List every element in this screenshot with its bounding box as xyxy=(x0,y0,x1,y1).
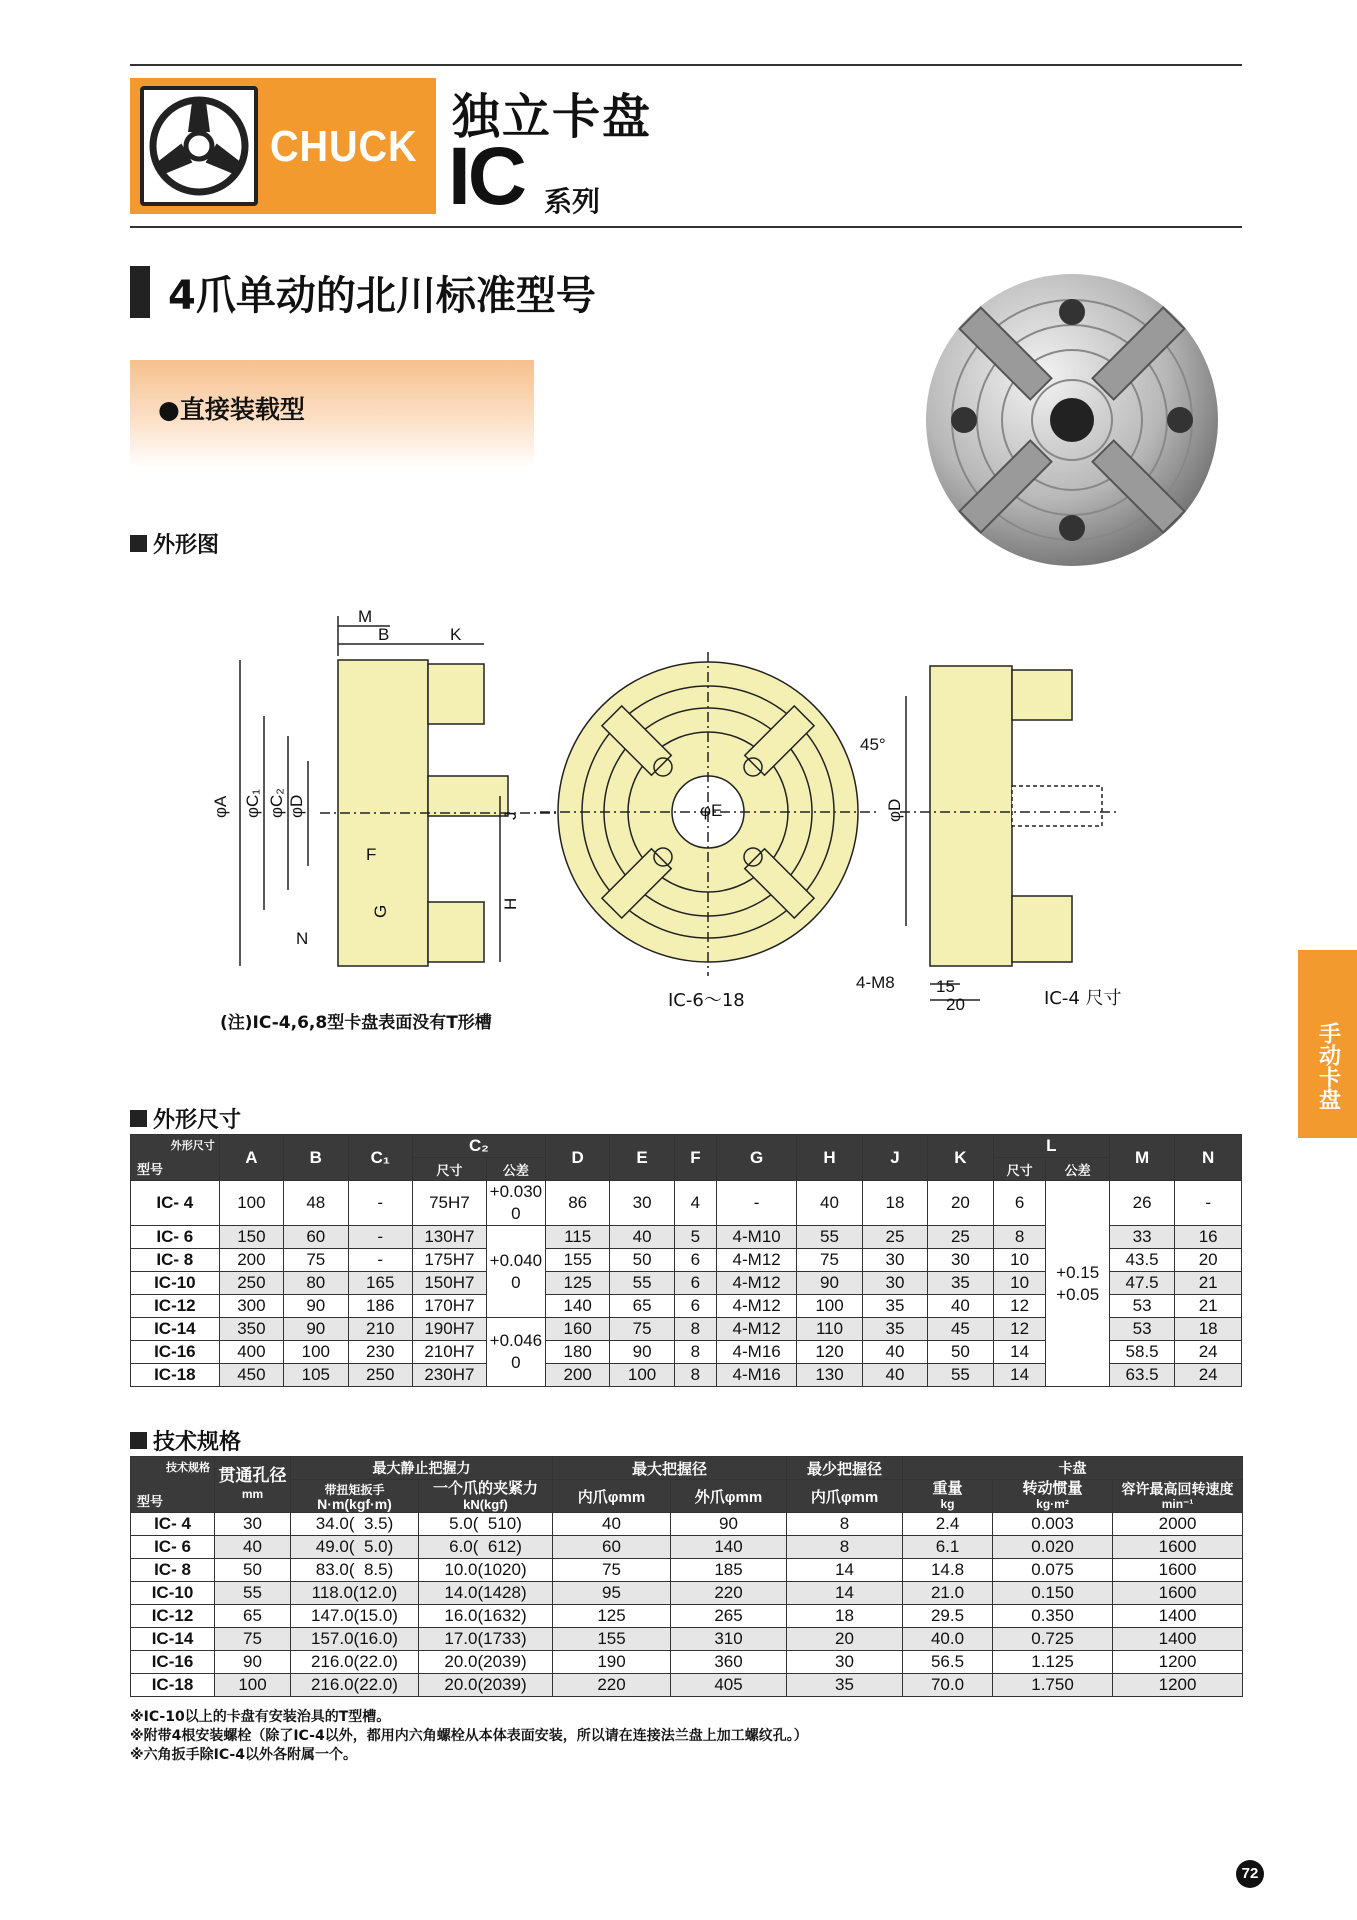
chuck-logo xyxy=(130,78,436,214)
table-cell: 75 xyxy=(797,1249,862,1272)
table-cell: 75 xyxy=(284,1249,348,1272)
table-cell: 16 xyxy=(1175,1226,1242,1249)
label-H: H xyxy=(501,897,520,910)
col-D: D xyxy=(545,1135,609,1181)
table-cell: 25 xyxy=(862,1226,927,1249)
table-cell: 29.5 xyxy=(903,1605,993,1628)
table-cell: 155 xyxy=(545,1249,609,1272)
table-cell: IC- 4 xyxy=(131,1181,220,1226)
table-cell: 90 xyxy=(284,1295,348,1318)
col-inertia: 转动惯量 kg·m² xyxy=(993,1480,1113,1513)
table-row xyxy=(131,1674,1243,1697)
series-suffix: 系列 xyxy=(544,185,601,218)
table-cell: 60 xyxy=(553,1536,671,1559)
table-cell: 2.4 xyxy=(903,1513,993,1536)
label-D: φD xyxy=(287,794,306,818)
table-cell: 1600 xyxy=(1113,1582,1243,1605)
table-cell: 118.0(12.0) xyxy=(291,1582,419,1605)
table-cell: 0.075 xyxy=(993,1559,1113,1582)
table-cell: 20 xyxy=(787,1628,903,1651)
table-cell: 53 xyxy=(1109,1295,1174,1318)
table-cell: 6 xyxy=(993,1181,1046,1226)
table-cell: 34.0( 3.5) xyxy=(291,1513,419,1536)
col-G: G xyxy=(717,1135,797,1181)
label-15: 15 xyxy=(936,977,955,996)
col-F: F xyxy=(674,1135,716,1181)
dim-corner: 外形尺寸 型号 xyxy=(131,1135,220,1181)
label-G: G xyxy=(371,904,390,918)
table-cell: 75 xyxy=(553,1559,671,1582)
table-cell: 55 xyxy=(797,1226,862,1249)
table-cell: 1200 xyxy=(1113,1651,1243,1674)
table-cell: 8 xyxy=(674,1318,716,1341)
table-cell: +0.030 0 xyxy=(486,1181,545,1226)
label-C1: φC₁ xyxy=(243,788,262,818)
table-cell: 230H7 xyxy=(412,1364,486,1387)
table-cell: 405 xyxy=(671,1674,787,1697)
dimensions-table xyxy=(130,1134,1242,1387)
table-cell: 56.5 xyxy=(903,1651,993,1674)
col-min-grip: 最少把握径 xyxy=(787,1457,903,1480)
table-cell: 210 xyxy=(348,1318,412,1341)
table-cell: 75 xyxy=(610,1318,674,1341)
table-cell: +0.040 0 xyxy=(486,1226,545,1318)
label-angle: 45° xyxy=(860,735,886,754)
table-cell: 200 xyxy=(545,1364,609,1387)
table-cell: 30 xyxy=(787,1651,903,1674)
table-cell: IC- 6 xyxy=(131,1536,215,1559)
table-cell: 25 xyxy=(928,1226,993,1249)
table-cell: 1.750 xyxy=(993,1674,1113,1697)
table-cell: 40 xyxy=(215,1536,291,1559)
col-speed: 容许最高回转速度 min⁻¹ xyxy=(1113,1480,1243,1513)
table-cell: 300 xyxy=(219,1295,283,1318)
section-outline-drawing: 外形图 xyxy=(130,528,219,559)
table-cell: 4-M16 xyxy=(717,1364,797,1387)
col-J: J xyxy=(862,1135,927,1181)
table-cell: 14 xyxy=(787,1559,903,1582)
table-cell: 86 xyxy=(545,1181,609,1226)
table-cell: 310 xyxy=(671,1628,787,1651)
table-cell: 186 xyxy=(348,1295,412,1318)
col-weight: 重量 kg xyxy=(903,1480,993,1513)
table-cell: 10 xyxy=(993,1272,1046,1295)
table-cell: 155 xyxy=(553,1628,671,1651)
table-cell: 12 xyxy=(993,1295,1046,1318)
table-cell: 70.0 xyxy=(903,1674,993,1697)
table-cell: 10.0(1020) xyxy=(419,1559,553,1582)
table-cell: 14 xyxy=(993,1341,1046,1364)
table-cell: 50 xyxy=(215,1559,291,1582)
table-cell: 16.0(1632) xyxy=(419,1605,553,1628)
table-cell: 190 xyxy=(553,1651,671,1674)
table-cell: 14.0(1428) xyxy=(419,1582,553,1605)
table-cell: 4 xyxy=(674,1181,716,1226)
page-number: 72 xyxy=(1236,1860,1264,1888)
label-E: φE xyxy=(700,801,723,820)
table-cell: 21.0 xyxy=(903,1582,993,1605)
type-box xyxy=(130,360,534,468)
col-inner: 内爪φmm xyxy=(553,1480,671,1513)
table-cell: 6 xyxy=(674,1295,716,1318)
table-cell: 21 xyxy=(1175,1295,1242,1318)
table-cell: 1200 xyxy=(1113,1674,1243,1697)
table-cell: 6.1 xyxy=(903,1536,993,1559)
table-cell: IC-14 xyxy=(131,1318,220,1341)
label-A: φA xyxy=(211,795,230,818)
table-cell: IC-16 xyxy=(131,1341,220,1364)
table-cell: 12 xyxy=(993,1318,1046,1341)
col-chuck: 卡盘 xyxy=(903,1457,1243,1480)
table-cell: 115 xyxy=(545,1226,609,1249)
table-cell: 40 xyxy=(928,1295,993,1318)
table-cell: 35 xyxy=(787,1674,903,1697)
label-D2: φD xyxy=(885,798,904,822)
page-title: 独立卡盘 xyxy=(452,89,653,145)
table-cell: 30 xyxy=(610,1181,674,1226)
table-cell: 5.0( 510) xyxy=(419,1513,553,1536)
table-cell: 47.5 xyxy=(1109,1272,1174,1295)
table-cell: IC-12 xyxy=(131,1605,215,1628)
subtitle-bar xyxy=(130,266,150,318)
top-rule xyxy=(130,64,1242,66)
table-cell: 60 xyxy=(284,1226,348,1249)
label-K: K xyxy=(450,625,462,644)
table-cell: 8 xyxy=(787,1513,903,1536)
table-cell: 90 xyxy=(284,1318,348,1341)
table-cell: 4-M12 xyxy=(717,1272,797,1295)
table-cell: 170H7 xyxy=(412,1295,486,1318)
table-cell: 130 xyxy=(797,1364,862,1387)
table-cell: 18 xyxy=(862,1181,927,1226)
table-cell: 1600 xyxy=(1113,1536,1243,1559)
table-cell: 216.0(22.0) xyxy=(291,1674,419,1697)
table-cell: 160 xyxy=(545,1318,609,1341)
table-cell: 250 xyxy=(219,1272,283,1295)
col-E: E xyxy=(610,1135,674,1181)
table-cell: 35 xyxy=(928,1272,993,1295)
table-cell: 50 xyxy=(928,1341,993,1364)
col-K: K xyxy=(928,1135,993,1181)
series-code: IC xyxy=(448,131,524,222)
table-cell: IC-12 xyxy=(131,1295,220,1318)
table-cell: 33 xyxy=(1109,1226,1174,1249)
table-cell: 0.003 xyxy=(993,1513,1113,1536)
caption-side: IC-4 尺寸 xyxy=(1044,988,1122,1009)
col-bore: 贯通孔径 mm xyxy=(215,1457,291,1513)
table-cell: 48 xyxy=(284,1181,348,1226)
table-cell: +0.15 +0.05 xyxy=(1046,1181,1109,1387)
table-cell: 18 xyxy=(787,1605,903,1628)
table-cell: 8 xyxy=(993,1226,1046,1249)
table-cell: 17.0(1733) xyxy=(419,1628,553,1651)
table-cell: 110 xyxy=(797,1318,862,1341)
table-cell: 40 xyxy=(553,1513,671,1536)
table-cell: 100 xyxy=(797,1295,862,1318)
col-A: A xyxy=(219,1135,283,1181)
table-cell: 265 xyxy=(671,1605,787,1628)
table-cell: 30 xyxy=(215,1513,291,1536)
table-cell: 140 xyxy=(671,1536,787,1559)
table-cell: 20 xyxy=(1175,1249,1242,1272)
col-force: 一个爪的夹紧力 kN(kgf) xyxy=(419,1480,553,1513)
table-cell: IC-18 xyxy=(131,1674,215,1697)
table-cell: 216.0(22.0) xyxy=(291,1651,419,1674)
table-cell: 185 xyxy=(671,1559,787,1582)
table-cell: 150 xyxy=(219,1226,283,1249)
table-cell: 30 xyxy=(928,1249,993,1272)
table-cell: 220 xyxy=(553,1674,671,1697)
side-tab-label: 手动卡盘 xyxy=(1315,1022,1341,1110)
table-cell: 58.5 xyxy=(1109,1341,1174,1364)
chuck-icon xyxy=(140,86,258,206)
table-cell: 24 xyxy=(1175,1364,1242,1387)
table-cell: 14 xyxy=(993,1364,1046,1387)
table-cell: IC- 4 xyxy=(131,1513,215,1536)
table-cell: 360 xyxy=(671,1651,787,1674)
table-cell: 26 xyxy=(1109,1181,1174,1226)
c2-size: 尺寸 xyxy=(412,1158,486,1181)
table-cell: 100 xyxy=(284,1341,348,1364)
table-row xyxy=(131,1582,1243,1605)
table-cell: 147.0(15.0) xyxy=(291,1605,419,1628)
table-cell: 40 xyxy=(797,1181,862,1226)
table-cell: 165 xyxy=(348,1272,412,1295)
table-cell: 0.725 xyxy=(993,1628,1113,1651)
table-cell: 180 xyxy=(545,1341,609,1364)
table-cell: 90 xyxy=(797,1272,862,1295)
table-cell: IC- 8 xyxy=(131,1559,215,1582)
table-cell: 100 xyxy=(610,1364,674,1387)
table-cell: 100 xyxy=(219,1181,283,1226)
table-cell: 90 xyxy=(215,1651,291,1674)
table-cell: +0.046 0 xyxy=(486,1318,545,1387)
table-cell: 6 xyxy=(674,1249,716,1272)
label-C2: φC₂ xyxy=(267,788,286,818)
table-cell: 90 xyxy=(610,1341,674,1364)
table-cell: 400 xyxy=(219,1341,283,1364)
table-cell: 175H7 xyxy=(412,1249,486,1272)
table-cell: IC- 6 xyxy=(131,1226,220,1249)
table-cell: 20.0(2039) xyxy=(419,1651,553,1674)
table-cell: 63.5 xyxy=(1109,1364,1174,1387)
table-cell: 65 xyxy=(610,1295,674,1318)
table-cell: 90 xyxy=(671,1513,787,1536)
label-F: F xyxy=(366,845,377,864)
type-label: ●直接装载型 xyxy=(158,395,305,424)
outline-drawing xyxy=(200,596,1160,1026)
spec-corner: 技术规格 型号 xyxy=(131,1457,215,1513)
table-cell: 190H7 xyxy=(412,1318,486,1341)
table-cell: 1.125 xyxy=(993,1651,1113,1674)
table-cell: 0.350 xyxy=(993,1605,1113,1628)
header-bottom-rule xyxy=(130,226,1242,228)
table-cell: - xyxy=(348,1226,412,1249)
col-B: B xyxy=(284,1135,348,1181)
table-cell: 4-M12 xyxy=(717,1295,797,1318)
table-cell: 1400 xyxy=(1113,1628,1243,1651)
caption-front: IC-6～18 xyxy=(668,990,745,1011)
col-torque: 带扭矩扳手 N·m(kgf·m) xyxy=(291,1480,419,1513)
table-cell: 105 xyxy=(284,1364,348,1387)
table-cell: IC-10 xyxy=(131,1582,215,1605)
table-cell: 55 xyxy=(928,1364,993,1387)
col-max-grip: 最大把握径 xyxy=(553,1457,787,1480)
table-cell: 8 xyxy=(674,1341,716,1364)
table-cell: 50 xyxy=(610,1249,674,1272)
table-cell: 18 xyxy=(1175,1318,1242,1341)
notes xyxy=(130,1708,808,1765)
table-cell: 4-M12 xyxy=(717,1318,797,1341)
table-cell: 1600 xyxy=(1113,1559,1243,1582)
table-cell: 5 xyxy=(674,1226,716,1249)
table-cell: IC-14 xyxy=(131,1628,215,1651)
table-cell: IC- 8 xyxy=(131,1249,220,1272)
table-cell: 40 xyxy=(862,1341,927,1364)
col-H: H xyxy=(797,1135,862,1181)
table-row xyxy=(131,1181,1242,1226)
table-cell: 2000 xyxy=(1113,1513,1243,1536)
table-cell: 8 xyxy=(674,1364,716,1387)
table-row xyxy=(131,1628,1243,1651)
note-item: ※IC-10以上的卡盘有安装治具的T型槽。 xyxy=(130,1709,391,1725)
note-item: ※附带4根安装螺栓（除了IC-4以外，都用内六角螺栓从本体表面安装，所以请在连接法兰盘上加工螺纹孔。） xyxy=(130,1728,808,1744)
table-cell: 0.150 xyxy=(993,1582,1113,1605)
table-cell: IC-18 xyxy=(131,1364,220,1387)
table-cell: 10 xyxy=(993,1249,1046,1272)
table-cell: 140 xyxy=(545,1295,609,1318)
table-cell: 75H7 xyxy=(412,1181,486,1226)
table-cell: 14.8 xyxy=(903,1559,993,1582)
subtitle: 4爪单动的北川标准型号 xyxy=(168,273,596,319)
table-cell: 130H7 xyxy=(412,1226,486,1249)
table-cell: 6 xyxy=(674,1272,716,1295)
table-cell: 80 xyxy=(284,1272,348,1295)
table-cell: 125 xyxy=(545,1272,609,1295)
section-specs: 技术规格 xyxy=(130,1425,241,1456)
table-cell: 230 xyxy=(348,1341,412,1364)
table-cell: 20.0(2039) xyxy=(419,1674,553,1697)
table-cell: 4-M12 xyxy=(717,1249,797,1272)
drawing-note: (注)IC-4,6,8型卡盘表面没有T形槽 xyxy=(220,1013,492,1033)
table-cell: 53 xyxy=(1109,1318,1174,1341)
specs-table xyxy=(130,1456,1243,1697)
c2-tol: 公差 xyxy=(486,1158,545,1181)
col-min-inner: 内爪φmm xyxy=(787,1480,903,1513)
label-M: M xyxy=(358,607,373,626)
section-dimensions: 外形尺寸 xyxy=(130,1103,241,1134)
table-cell: 1400 xyxy=(1113,1605,1243,1628)
table-cell: 49.0( 5.0) xyxy=(291,1536,419,1559)
table-cell: 35 xyxy=(862,1295,927,1318)
table-cell: 21 xyxy=(1175,1272,1242,1295)
table-cell: - xyxy=(717,1181,797,1226)
table-row xyxy=(131,1513,1243,1536)
label-bolt: 4-M8 xyxy=(856,973,895,992)
chuck-photo xyxy=(922,262,1228,588)
table-cell: 24 xyxy=(1175,1341,1242,1364)
table-cell: 8 xyxy=(787,1536,903,1559)
table-cell: 250 xyxy=(348,1364,412,1387)
table-cell: 4-M10 xyxy=(717,1226,797,1249)
col-M: M xyxy=(1109,1135,1174,1181)
logo-text: CHUCK xyxy=(270,122,418,171)
table-cell: 120 xyxy=(797,1341,862,1364)
table-cell: 20 xyxy=(928,1181,993,1226)
table-cell: 125 xyxy=(553,1605,671,1628)
table-cell: 40 xyxy=(862,1364,927,1387)
table-cell: IC-16 xyxy=(131,1651,215,1674)
table-cell: 0.020 xyxy=(993,1536,1113,1559)
label-B: B xyxy=(378,625,390,644)
label-20: 20 xyxy=(946,995,965,1014)
table-row xyxy=(131,1559,1243,1582)
label-N: N xyxy=(296,929,309,948)
table-cell: IC-10 xyxy=(131,1272,220,1295)
table-cell: 55 xyxy=(610,1272,674,1295)
l-tol: 公差 xyxy=(1046,1158,1109,1181)
table-cell: 4-M16 xyxy=(717,1341,797,1364)
table-cell: 43.5 xyxy=(1109,1249,1174,1272)
col-L: L xyxy=(993,1135,1109,1158)
table-row xyxy=(131,1536,1243,1559)
table-cell: 220 xyxy=(671,1582,787,1605)
table-cell: 150H7 xyxy=(412,1272,486,1295)
table-row xyxy=(131,1651,1243,1674)
side-tab xyxy=(1298,950,1357,1138)
table-cell: 83.0( 8.5) xyxy=(291,1559,419,1582)
col-C2: C₂ xyxy=(412,1135,545,1158)
col-C1: C₁ xyxy=(348,1135,412,1181)
table-cell: 65 xyxy=(215,1605,291,1628)
table-cell: - xyxy=(348,1249,412,1272)
table-cell: 95 xyxy=(553,1582,671,1605)
table-cell: 100 xyxy=(215,1674,291,1697)
table-cell: - xyxy=(348,1181,412,1226)
table-cell: 200 xyxy=(219,1249,283,1272)
col-N: N xyxy=(1175,1135,1242,1181)
table-cell: 30 xyxy=(862,1249,927,1272)
table-cell: 30 xyxy=(862,1272,927,1295)
label-J: J xyxy=(501,811,520,820)
table-cell: - xyxy=(1175,1181,1242,1226)
table-cell: 45 xyxy=(928,1318,993,1341)
table-cell: 6.0( 612) xyxy=(419,1536,553,1559)
table-cell: 210H7 xyxy=(412,1341,486,1364)
col-outer: 外爪φmm xyxy=(671,1480,787,1513)
table-cell: 350 xyxy=(219,1318,283,1341)
table-cell: 157.0(16.0) xyxy=(291,1628,419,1651)
table-cell: 75 xyxy=(215,1628,291,1651)
table-cell: 450 xyxy=(219,1364,283,1387)
table-cell: 55 xyxy=(215,1582,291,1605)
table-cell: 14 xyxy=(787,1582,903,1605)
table-row xyxy=(131,1605,1243,1628)
note-item: ※六角扳手除IC-4以外各附属一个。 xyxy=(130,1747,357,1763)
table-cell: 35 xyxy=(862,1318,927,1341)
l-size: 尺寸 xyxy=(993,1158,1046,1181)
col-static-grip: 最大静止把握力 xyxy=(291,1457,553,1480)
table-cell: 40.0 xyxy=(903,1628,993,1651)
table-cell: 40 xyxy=(610,1226,674,1249)
